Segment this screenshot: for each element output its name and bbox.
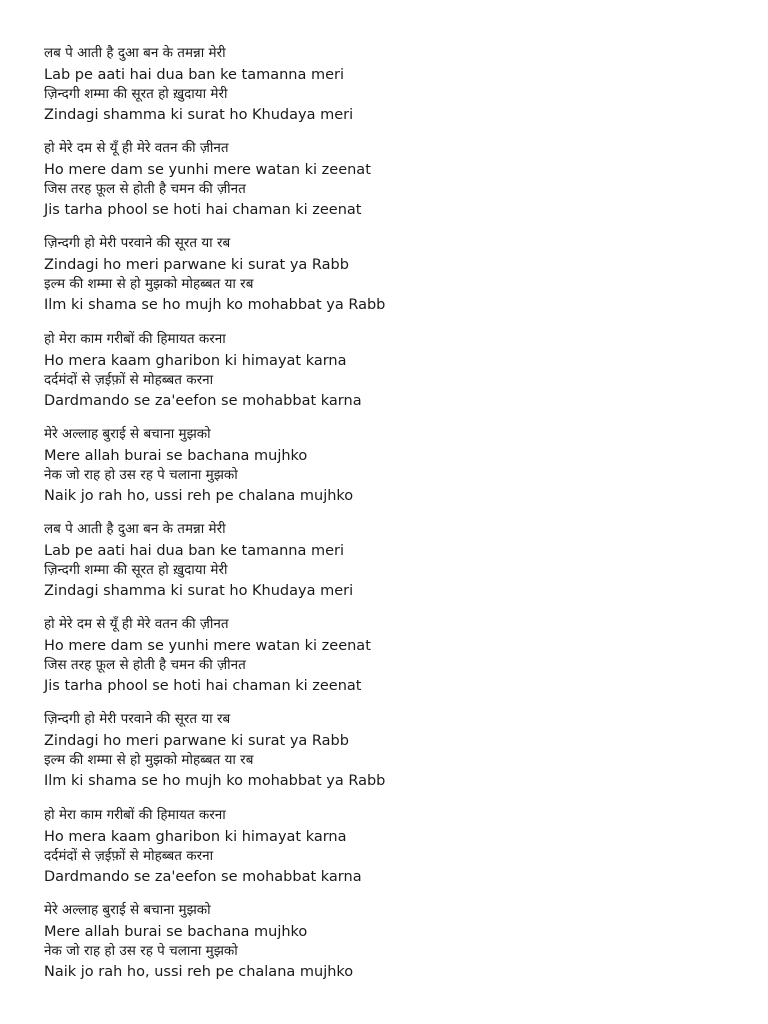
hindi-line: हो मेरा काम गरीबों की हिमायत करना: [44, 806, 226, 823]
transliteration-line: Lab pe aati hai dua ban ke tamanna meri: [44, 67, 344, 83]
transliteration-line: Jis tarha phool se hoti hai chaman ki zeenat: [44, 202, 362, 219]
transliteration-line: Mere allah burai se bachana mujhko: [44, 447, 308, 464]
hindi-line: लब पे आती है दुआ बन के तमन्ना मेरी: [44, 45, 226, 61]
transliteration-line: Ilm ki shama se ho mujh ko mohabbat ya Rabb: [44, 773, 386, 790]
stanza-6: [44, 520, 724, 615]
hindi-line: मेरे अल्लाह बुराई से बचाना मुझको: [44, 425, 211, 442]
stanza-2: [44, 139, 724, 234]
stanza-8: [44, 710, 724, 805]
hindi-line: दर्दमंदों से ज़ईफ़ों से मोहब्बत करना: [44, 847, 214, 864]
transliteration-line: Dardmando se za'eefon se mohabbat karna: [44, 868, 362, 885]
lyrics-document: [44, 44, 724, 996]
transliteration-line: Naik jo rah ho, ussi reh pe chalana mujhko: [44, 963, 354, 980]
hindi-line: लब पे आती है दुआ बन के तमन्ना मेरी: [44, 520, 226, 537]
transliteration-line: Zindagi ho meri parwane ki surat ya Rabb: [44, 257, 349, 274]
stanza-9: [44, 806, 724, 901]
stanza-7: [44, 615, 724, 710]
stanza-10: [44, 901, 724, 996]
transliteration-line: Jis tarha phool se hoti hai chaman ki zeenat: [44, 678, 362, 695]
transliteration-line: Ho mera kaam gharibon ki himayat karna: [44, 828, 347, 845]
hindi-line: मेरे अल्लाह बुराई से बचाना मुझको: [44, 901, 211, 918]
stanza-5: [44, 425, 724, 520]
transliteration-line: Zindagi ho meri parwane ki surat ya Rabb: [44, 733, 349, 750]
transliteration-line: Dardmando se za'eefon se mohabbat karna: [44, 392, 362, 409]
transliteration-line: Mere allah burai se bachana mujhko: [44, 923, 308, 940]
hindi-line: इल्म की शम्मा से हो मुझको मोहब्बत या रब: [44, 752, 254, 769]
hindi-line: हो मेरे दम से यूँ ही मेरे वतन की ज़ीनत: [44, 616, 229, 633]
transliteration-line: Zindagi shamma ki surat ho Khudaya meri: [44, 107, 354, 123]
transliteration-line: Zindagi shamma ki surat ho Khudaya meri: [44, 582, 354, 599]
stanza-3: [44, 234, 724, 329]
hindi-line: ज़िन्दगी हो मेरी परवाने की सूरत या रब: [44, 711, 231, 728]
transliteration-line: Ilm ki shama se ho mujh ko mohabbat ya Rabb: [44, 297, 386, 314]
hindi-line: दर्दमंदों से ज़ईफ़ों से मोहब्बत करना: [44, 371, 214, 388]
hindi-line: इल्म की शम्मा से हो मुझको मोहब्बत या रब: [44, 276, 254, 293]
transliteration-line: Naik jo rah ho, ussi reh pe chalana mujhko: [44, 487, 354, 504]
hindi-line: नेक जो राह हो उस रह पे चलाना मुझको: [44, 942, 238, 959]
stanza-4: [44, 330, 724, 425]
hindi-line: हो मेरा काम गरीबों की हिमायत करना: [44, 330, 226, 347]
transliteration-line: Ho mere dam se yunhi mere watan ki zeenat: [44, 162, 371, 179]
hindi-line: नेक जो राह हो उस रह पे चलाना मुझको: [44, 466, 238, 483]
hindi-line: ज़िन्दगी हो मेरी परवाने की सूरत या रब: [44, 235, 231, 252]
stanza-1: [44, 44, 724, 139]
hindi-line: हो मेरे दम से यूँ ही मेरे वतन की ज़ीनत: [44, 140, 229, 157]
hindi-line: जिस तरह फ़ूल से होती है चमन की ज़ीनत: [44, 657, 246, 674]
hindi-line: ज़िन्दगी शम्मा की सूरत हो ख़ुदाया मेरी: [44, 561, 228, 578]
transliteration-line: Ho mere dam se yunhi mere watan ki zeenat: [44, 638, 371, 655]
transliteration-line: Lab pe aati hai dua ban ke tamanna meri: [44, 542, 344, 559]
hindi-line: ज़िन्दगी शम्मा की सूरत हो ख़ुदाया मेरी: [44, 86, 228, 102]
hindi-line: जिस तरह फ़ूल से होती है चमन की ज़ीनत: [44, 181, 246, 198]
transliteration-line: Ho mera kaam gharibon ki himayat karna: [44, 352, 347, 369]
